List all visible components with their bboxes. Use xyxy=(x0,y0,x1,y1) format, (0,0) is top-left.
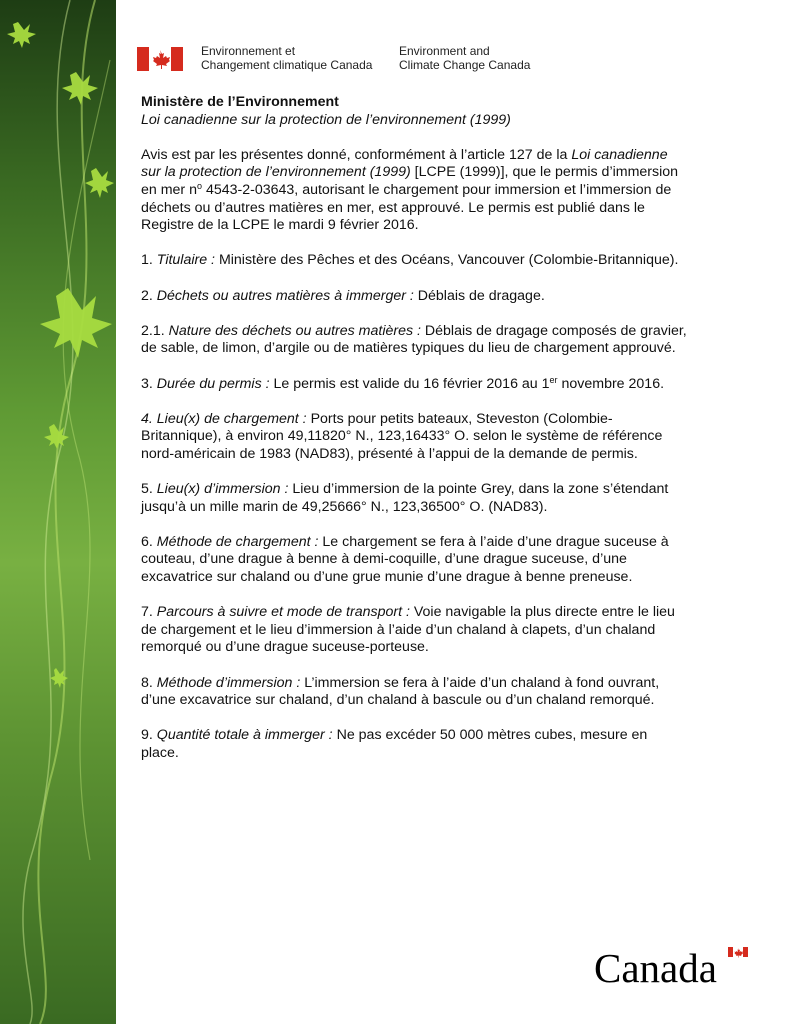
item-number: 9. xyxy=(141,727,157,744)
canada-wordmark-logo xyxy=(594,946,750,988)
ministry-heading: Ministère de l’Environnement xyxy=(141,94,339,110)
canada-flag-icon xyxy=(137,47,183,71)
item-label: Déchets ou autres matières à immerger : xyxy=(156,287,414,304)
intro-text-mid: [LCPE (1999)], que le permis d’immersion en mer n xyxy=(141,164,679,198)
intro-superscript: o xyxy=(197,180,203,191)
item-number: 8. xyxy=(141,674,157,691)
item-label: Lieu(x) d’immersion : xyxy=(156,481,289,498)
item-label: Méthode d’immersion : xyxy=(156,674,301,691)
item-label: Nature des déchets ou autres matières : xyxy=(168,322,421,339)
wordmark-flag-icon xyxy=(728,947,748,958)
item-superscript: er xyxy=(549,374,558,385)
item-number: 2.1. xyxy=(141,322,169,339)
dept-fr-line-1: Environnement et xyxy=(201,44,296,58)
item-9 xyxy=(141,727,689,762)
item-label: Lieu(x) de chargement : xyxy=(156,410,307,427)
notice-body xyxy=(141,94,689,763)
item-text: L’immersion se fera à l’aide d’un chaland à fond ouvrant, d’une excavatrice sur chaland, d’un chaland à bascule ou d’un chaland remorqué. xyxy=(141,674,660,709)
department-name-french xyxy=(201,44,372,72)
item-text: Ministère des Pêches et des Océans, Vancouver (Colombie-Britannique). xyxy=(215,252,679,269)
item-text: Ports pour petits bateaux, Steveston (Colombie-Britannique), à environ 49,11820° N., 123,16433° O. selon le système de référence nord-américain de 1983 (NAD83), présenté à l’appui de la demande de permis. xyxy=(141,410,663,462)
item-text: Le permis est valide du 16 février 2016 au 1 xyxy=(269,375,550,392)
dept-fr-line-2: Changement climatique Canada xyxy=(201,58,373,72)
item-4 xyxy=(141,411,689,464)
item-label: Titulaire : xyxy=(156,252,215,269)
dept-en-line-2: Climate Change Canada xyxy=(399,58,531,72)
item-7 xyxy=(141,604,689,657)
decorative-sidebar xyxy=(0,0,116,1024)
item-text: Ne pas excéder 50 000 mètres cubes, mesure en place. xyxy=(141,727,648,761)
item-label: Quantité totale à immerger : xyxy=(156,727,333,744)
item-text: Le chargement se fera à l’aide d’une drague suceuse à couteau, d’une drague à benne à demi-coquille, d’une drague suceuse, d’une excavatrice sur chaland ou d’une grue munie d’une drague à benne preneuse. xyxy=(141,533,669,586)
item-label: Durée du permis : xyxy=(156,375,270,392)
item-1 xyxy=(141,252,689,270)
department-name-english xyxy=(399,44,530,72)
item-2 xyxy=(141,288,689,306)
act-title: Loi canadienne sur la protection de l’environnement (1999) xyxy=(141,111,511,128)
item-text: Lieu d’immersion de la pointe Grey, dans la zone s’étendant jusqu’à un mille marin de 49,25666° N., 123,36500° O. (NAD83). xyxy=(141,481,669,515)
item-number: 4. xyxy=(141,410,157,427)
dept-en-line-1: Environment and xyxy=(399,44,490,58)
item-text: Déblais de dragage. xyxy=(413,287,545,304)
item-5 xyxy=(141,481,689,516)
item-number: 2. xyxy=(141,287,157,304)
intro-text: Avis est par les présentes donné, conformément à l’article 127 de la xyxy=(141,146,572,163)
item-number: 6. xyxy=(141,533,157,550)
item-text-end: novembre 2016. xyxy=(557,375,665,392)
item-number: 1. xyxy=(141,252,157,269)
item-2-1 xyxy=(141,323,689,358)
item-label: Parcours à suivre et mode de transport : xyxy=(156,604,410,621)
item-number: 3. xyxy=(141,375,157,392)
item-3 xyxy=(141,376,689,394)
vine-leaves-illustration xyxy=(0,0,116,1024)
item-6 xyxy=(141,534,689,587)
item-number: 7. xyxy=(141,604,157,621)
wordmark-text: Canada xyxy=(594,946,717,988)
item-number: 5. xyxy=(141,481,157,498)
intro-text-post: 4543-2-03643, autorisant le chargement pour immersion et l’immersion de déchets ou d’autres matières en mer, est approuvé. Le permis est publié dans le Registre de la LCPE le mardi 9 février 2016. xyxy=(141,181,672,234)
item-text: Déblais de dragage composés de gravier, de sable, de limon, d’argile ou de matières typiques du lieu de chargement approuvé. xyxy=(141,322,687,357)
intro-paragraph xyxy=(141,147,689,235)
intro-act-reference: Loi canadienne sur la protection de l’environnement (1999) xyxy=(141,146,668,181)
item-label: Méthode de chargement : xyxy=(156,533,319,550)
item-text: Voie navigable la plus directe entre le lieu de chargement et le lieu d’immersion à l’aide d’un chaland à clapets, d’un chaland remorqué ou d’une drague suceuse-porteuse. xyxy=(141,604,675,656)
item-8 xyxy=(141,675,689,710)
